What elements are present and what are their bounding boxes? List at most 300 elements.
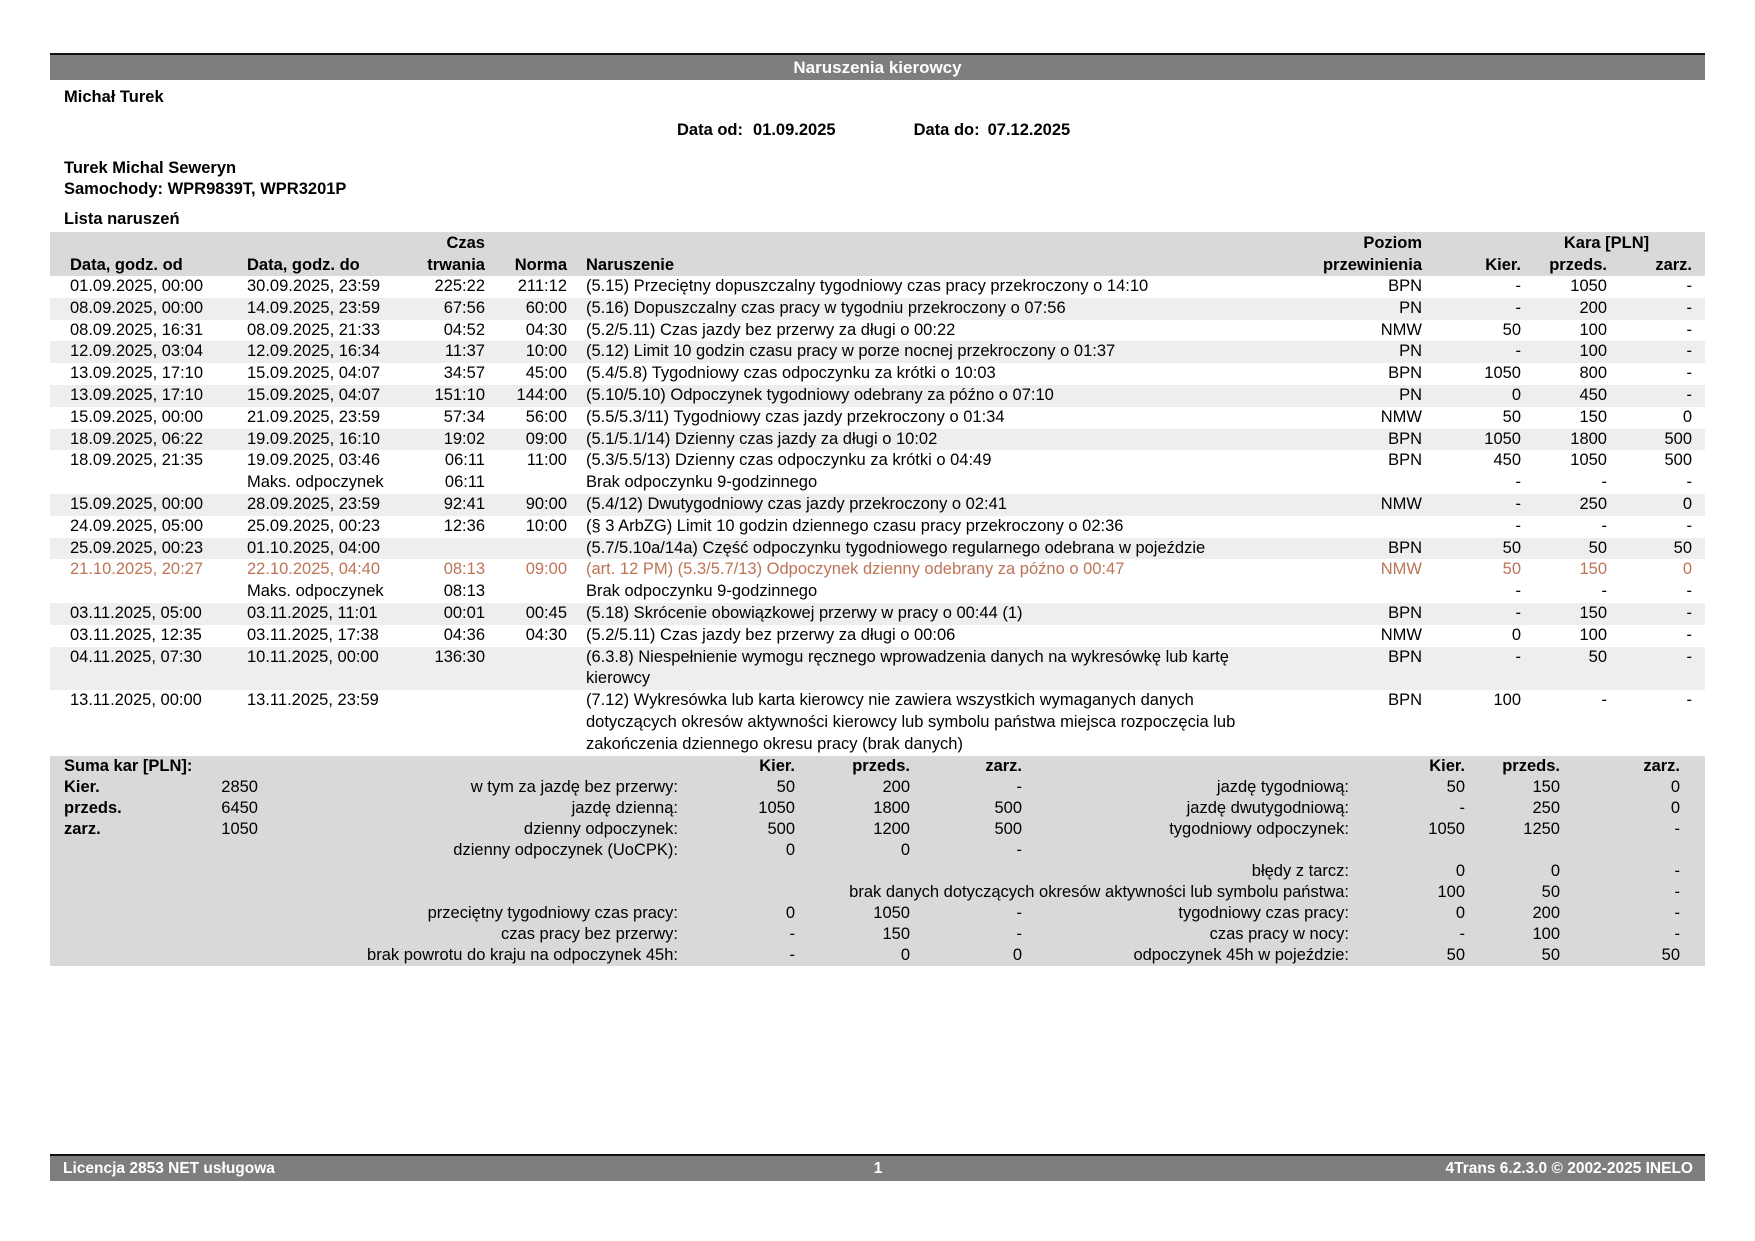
summary-right-zarz: -: [1560, 903, 1680, 924]
summary-right-kier: [1349, 840, 1465, 861]
summary-right-label: odpoczynek 45h w pojeździe:: [1022, 945, 1349, 966]
cell-level: NMW: [1380, 407, 1422, 426]
violations-list-title: Lista naruszeń: [64, 210, 180, 228]
report-footer-bar: [50, 1154, 1705, 1181]
cell-penalty-zarz: -: [1686, 582, 1693, 601]
summary-right-kier: 100: [1349, 882, 1465, 903]
cell-date-from: 08.09.2025, 00:00: [50, 298, 247, 320]
cell-level: BPN: [1266, 603, 1422, 625]
summary-right-kier: 50: [1349, 777, 1465, 798]
cell-duration: 04:52: [443, 320, 485, 339]
cell-violation: (5.7/5.10a/14a) Część odpoczynku tygodniowego regularnego odebrana w pojeździe: [567, 538, 1266, 560]
col-header-zarz: zarz.: [1607, 254, 1692, 276]
violations-table: [50, 232, 1705, 756]
footer-app-version: 4Trans 6.2.3.0 © 2002-2025 INELO: [1445, 1159, 1693, 1177]
summary-mid-kier: 50: [678, 777, 795, 798]
cell-norm: [485, 581, 567, 603]
violation-row: [50, 538, 1705, 560]
cell-violation: (5.16) Dopuszczalny czas pracy w tygodniu przekroczony o 07:56: [567, 298, 1266, 320]
col-header-przeds: przeds.: [1521, 254, 1607, 276]
cell-violation: (§ 3 ArbZG) Limit 10 godzin dziennego czasu pracy przekroczony o 02:36: [586, 516, 1124, 535]
cell-norm: 211:12: [517, 277, 567, 295]
cell-penalty-zarz: 0: [1682, 560, 1693, 579]
cell-violation: (5.4/5.8) Tygodniowy czas odpoczynku za krótki o 10:03: [586, 364, 996, 383]
summary-total-label: Kier.: [50, 777, 180, 798]
cell-violation: (5.12) Limit 10 godzin czasu pracy w porze nocnej przekroczony o 01:37: [567, 341, 1266, 363]
cell-violation: (5.15) Przeciętny dopuszczalny tygodniowy czas pracy przekroczony o 14:10: [586, 277, 1149, 295]
date-from-value: 01.09.2025: [753, 121, 836, 139]
cell-norm: [485, 538, 567, 560]
cell-duration: [395, 538, 485, 560]
summary-mid-zarz: -: [910, 924, 1022, 945]
cell-duration: 11:37: [395, 341, 485, 363]
summary-right-kier: -: [1349, 798, 1465, 819]
cell-penalty-przeds: 50: [1521, 538, 1607, 560]
report-title-bar: [50, 53, 1705, 80]
cell-date-from: 18.09.2025, 06:22: [50, 429, 247, 451]
cell-date-from: 01.09.2025, 00:00: [70, 277, 204, 295]
summary-row: [50, 882, 1705, 903]
cell-duration: 19:02: [395, 429, 485, 451]
summary-mid-label: [258, 861, 678, 882]
summary-row: [50, 798, 1705, 819]
cell-date-from: [50, 472, 247, 494]
summary-total-label: [50, 882, 180, 903]
cell-duration: 08:13: [443, 582, 485, 601]
cell-norm: 45:00: [525, 364, 567, 383]
summary-total-value: [180, 903, 258, 924]
footer-page-number: 1: [873, 1159, 883, 1177]
date-to-value: 07.12.2025: [987, 121, 1071, 139]
cell-penalty-kier: -: [1515, 582, 1521, 601]
summary-col-przeds-mid: przeds.: [795, 756, 910, 777]
violation-row: [50, 276, 1705, 298]
summary-right-przeds: 50: [1465, 945, 1560, 966]
summary-right-zarz: 0: [1560, 777, 1680, 798]
summary-mid-przeds: 1050: [795, 903, 910, 924]
summary-total-value: 2850: [180, 777, 258, 798]
cell-penalty-zarz: 0: [1607, 494, 1692, 516]
cell-penalty-kier: -: [1422, 647, 1521, 691]
violations-rows: [50, 276, 1705, 756]
cell-penalty-kier: -: [1422, 494, 1521, 516]
cell-violation: (5.2/5.11) Czas jazdy bez przerwy za długi o 00:06: [586, 625, 956, 644]
cell-penalty-zarz: -: [1686, 516, 1693, 535]
violation-row: [50, 472, 1705, 494]
summary-row: [50, 861, 1705, 882]
cell-date-to: 13.11.2025, 23:59: [247, 691, 379, 710]
col-header-poziom-top: Poziom: [1266, 232, 1422, 254]
cell-violation: (5.1/5.1/14) Dzienny czas jazdy za długi o 10:02: [567, 429, 1266, 451]
summary-total-label: [50, 840, 180, 861]
cell-date-to: 01.10.2025, 04:00: [247, 538, 395, 560]
summary-mid-label: przeciętny tygodniowy czas pracy:: [258, 903, 678, 924]
cell-penalty-przeds: -: [1601, 516, 1607, 535]
cell-penalty-przeds: 100: [1579, 320, 1607, 339]
cell-penalty-przeds: 250: [1521, 494, 1607, 516]
cell-date-from: 12.09.2025, 03:04: [50, 341, 247, 363]
summary-right-zarz: 50: [1560, 945, 1680, 966]
cell-penalty-zarz: -: [1686, 625, 1693, 644]
cell-date-from: 21.10.2025, 20:27: [70, 560, 204, 579]
violation-row: [50, 603, 1705, 625]
cell-duration: 57:34: [443, 407, 485, 426]
cell-duration: 92:41: [395, 494, 485, 516]
cell-date-to: 19.09.2025, 03:46: [247, 451, 381, 470]
cell-penalty-przeds: 100: [1521, 341, 1607, 363]
cell-norm: 10:00: [485, 341, 567, 363]
summary-right-przeds: 100: [1465, 924, 1560, 945]
summary-total-value: [180, 840, 258, 861]
summary-total-label: [50, 903, 180, 924]
cell-duration: 225:22: [434, 277, 485, 295]
summary-right-przeds: 150: [1465, 777, 1560, 798]
summary-mid-label: dzienny odpoczynek (UoCPK):: [258, 840, 678, 861]
summary-right-przeds: 200: [1465, 903, 1560, 924]
summary-mid-zarz: 0: [910, 945, 1022, 966]
cell-date-from: [50, 581, 247, 603]
cell-level: BPN: [1266, 538, 1422, 560]
cell-violation: (5.18) Skrócenie obowiązkowej przerwy w pracy o 00:44 (1): [567, 603, 1266, 625]
col-header-naruszenie: Naruszenie: [567, 254, 1266, 276]
violation-row: [50, 363, 1705, 385]
cell-penalty-zarz: 500: [1607, 429, 1692, 451]
cell-level: BPN: [1388, 691, 1422, 710]
summary-mid-label: jazdę dzienną:: [258, 798, 678, 819]
cell-date-from: 03.11.2025, 05:00: [50, 603, 247, 625]
summary-col-zarz-right: zarz.: [1560, 756, 1680, 777]
summary-total-label: [50, 861, 180, 882]
cell-date-to: 21.09.2025, 23:59: [247, 407, 381, 426]
summary-mid-label: brak powrotu do kraju na odpoczynek 45h:: [258, 945, 678, 966]
summary-right-label: czas pracy w nocy:: [1022, 924, 1349, 945]
col-header-trwania: trwania: [395, 254, 485, 276]
summary-mid-kier: 0: [678, 903, 795, 924]
cell-norm: [485, 472, 567, 494]
summary-right-zarz: [1560, 840, 1680, 861]
cell-norm: 90:00: [485, 494, 567, 516]
cell-penalty-zarz: -: [1607, 603, 1692, 625]
summary-mid-kier: 500: [678, 819, 795, 840]
cell-penalty-zarz: -: [1607, 647, 1692, 691]
cell-norm: 11:00: [526, 451, 567, 470]
summary-row: [50, 924, 1705, 945]
cell-penalty-zarz: -: [1607, 385, 1692, 407]
cell-duration: 08:13: [443, 560, 485, 579]
summary-total-value: 6450: [180, 798, 258, 819]
summary-right-label: błędy z tarcz:: [1022, 861, 1349, 882]
date-to-label: Data do:: [913, 121, 980, 139]
summary-mid-label: [258, 882, 678, 903]
cell-date-to: Maks. odpoczynek: [247, 473, 384, 492]
cell-penalty-przeds: 1800: [1521, 429, 1607, 451]
cell-penalty-przeds: -: [1601, 473, 1607, 492]
cell-norm: 00:45: [485, 603, 567, 625]
violation-row: [50, 298, 1705, 320]
summary-right-label: jazdę tygodniową:: [1022, 777, 1349, 798]
cell-penalty-kier: 1050: [1422, 429, 1521, 451]
summary-mid-przeds: 0: [795, 840, 910, 861]
summary-mid-kier: 0: [678, 840, 795, 861]
cell-duration: 06:11: [444, 473, 485, 492]
cell-level: BPN: [1266, 647, 1422, 691]
cell-date-from: 03.11.2025, 12:35: [70, 625, 202, 644]
cell-penalty-zarz: -: [1607, 298, 1692, 320]
summary-right-kier: 50: [1349, 945, 1465, 966]
cell-duration: 12:36: [443, 516, 485, 535]
vehicles-line: Samochody: WPR9839T, WPR3201P: [64, 180, 347, 198]
cell-date-from: 13.11.2025, 00:00: [70, 691, 202, 710]
cell-norm: 10:00: [525, 516, 567, 535]
summary-mid-przeds: [795, 861, 910, 882]
summary-mid-label: dzienny odpoczynek:: [258, 819, 678, 840]
summary-mid-zarz: -: [910, 903, 1022, 924]
summary-mid-zarz: 500: [910, 798, 1022, 819]
col-header-czas-top: Czas: [395, 232, 485, 254]
cell-date-to: 08.09.2025, 21:33: [247, 320, 381, 339]
cell-penalty-kier: -: [1422, 298, 1521, 320]
cell-level: [1266, 581, 1422, 603]
summary-col-zarz-mid: zarz.: [910, 756, 1022, 777]
cell-duration: 136:30: [395, 647, 485, 691]
cell-penalty-przeds: 200: [1521, 298, 1607, 320]
col-header-norma: Norma: [485, 254, 567, 276]
summary-header-row: [50, 756, 1705, 777]
cell-penalty-kier: 50: [1502, 407, 1521, 426]
summary-col-kier-right: Kier.: [1349, 756, 1465, 777]
cell-date-to: 25.09.2025, 00:23: [247, 516, 381, 535]
violation-row: [50, 385, 1705, 407]
cell-date-to: Maks. odpoczynek: [247, 582, 384, 601]
cell-norm: 09:00: [485, 429, 567, 451]
violation-row: [50, 320, 1705, 342]
violation-row: [50, 516, 1705, 538]
cell-violation: Brak odpoczynku 9-godzinnego: [586, 582, 818, 601]
cell-date-to: 14.09.2025, 23:59: [247, 298, 395, 320]
cell-penalty-kier: -: [1515, 516, 1521, 535]
cell-date-to: 22.10.2025, 04:40: [247, 560, 381, 579]
cell-penalty-przeds: -: [1601, 582, 1607, 601]
summary-mid-label: w tym za jazdę bez przerwy:: [258, 777, 678, 798]
cell-level: [1266, 472, 1422, 494]
summary-right-przeds: 0: [1465, 861, 1560, 882]
cell-duration: [395, 690, 485, 755]
summary-total-value: [180, 882, 258, 903]
violation-row: [50, 429, 1705, 451]
cell-violation: (5.10/5.10) Odpoczynek tygodniowy odebrany za późno o 07:10: [567, 385, 1266, 407]
cell-norm: [485, 647, 567, 691]
cell-penalty-przeds: 800: [1579, 364, 1607, 383]
cell-penalty-kier: -: [1422, 341, 1521, 363]
cell-penalty-kier: 0: [1511, 625, 1521, 644]
cell-date-from: 13.09.2025, 17:10: [70, 364, 204, 383]
cell-penalty-kier: 450: [1493, 451, 1521, 470]
summary-mid-przeds: 1800: [795, 798, 910, 819]
summary-right-zarz: -: [1560, 861, 1680, 882]
cell-norm: [485, 690, 567, 755]
cell-date-to: 15.09.2025, 04:07: [247, 385, 395, 407]
cell-norm: 60:00: [485, 298, 567, 320]
cell-penalty-kier: 100: [1493, 691, 1521, 710]
summary-right-kier: 1050: [1349, 819, 1465, 840]
violation-row: [50, 559, 1705, 581]
cell-date-to: 12.09.2025, 16:34: [247, 341, 395, 363]
cell-date-to: 10.11.2025, 00:00: [247, 647, 395, 691]
cell-violation: (5.4/12) Dwutygodniowy czas jazdy przekroczony o 02:41: [567, 494, 1266, 516]
cell-violation: (7.12) Wykresówka lub karta kierowcy nie zawiera wszystkich wymaganych danych dotyczących okresów aktywności kierowcy lub symbolu państwa miejsca rozpoczęcia lub zakończenia dziennego okresu pracy (brak danych): [586, 691, 1236, 753]
col-header-przewinienia: przewinienia: [1266, 254, 1422, 276]
summary-right-zarz: -: [1560, 882, 1680, 903]
col-header-kier: Kier.: [1422, 254, 1521, 276]
summary-total-label: [50, 924, 180, 945]
cell-level: NMW: [1380, 560, 1422, 579]
cell-penalty-przeds: 150: [1521, 603, 1607, 625]
cell-penalty-zarz: 0: [1682, 407, 1693, 426]
cell-date-to: 30.09.2025, 23:59: [247, 277, 381, 295]
cell-level: BPN: [1388, 451, 1422, 470]
cell-violation: (5.3/5.5/13) Dzienny czas odpoczynku za krótki o 04:49: [586, 451, 992, 470]
summary-row: [50, 903, 1705, 924]
cell-date-to: 15.09.2025, 04:07: [247, 364, 381, 383]
cell-date-from: 25.09.2025, 00:23: [50, 538, 247, 560]
cell-penalty-zarz: -: [1686, 364, 1693, 383]
cell-penalty-zarz: -: [1686, 320, 1693, 339]
summary-col-przeds-right: przeds.: [1465, 756, 1560, 777]
summary-mid-kier: [678, 882, 795, 903]
cell-date-to: 03.11.2025, 17:38: [247, 625, 379, 644]
cell-penalty-zarz: -: [1686, 691, 1693, 710]
cell-level: NMW: [1266, 494, 1422, 516]
summary-mid-przeds: 1200: [795, 819, 910, 840]
cell-penalty-przeds: 450: [1521, 385, 1607, 407]
cell-duration: 04:36: [443, 625, 485, 644]
cell-penalty-kier: 50: [1502, 320, 1521, 339]
violation-row: [50, 690, 1705, 755]
summary-mid-kier: [678, 861, 795, 882]
cell-date-from: 13.09.2025, 17:10: [50, 385, 247, 407]
summary-right-label: brak danych dotyczących okresów aktywności lub symbolu państwa:: [849, 882, 1349, 901]
footer-license: Licencja 2853 NET usługowa: [63, 1159, 275, 1177]
cell-level: BPN: [1388, 364, 1422, 383]
summary-right-label: [1022, 840, 1349, 861]
summary-mid-przeds: 0: [795, 945, 910, 966]
violation-row: [50, 407, 1705, 429]
cell-penalty-przeds: 1050: [1570, 451, 1607, 470]
cell-norm: 04:30: [525, 625, 567, 644]
date-range-line: [677, 121, 1070, 140]
cell-date-from: 15.09.2025, 00:00: [70, 407, 204, 426]
cell-level: PN: [1266, 341, 1422, 363]
cell-penalty-przeds: 150: [1579, 560, 1607, 579]
cell-level: NMW: [1380, 625, 1422, 644]
summary-mid-zarz: -: [910, 840, 1022, 861]
summary-right-label: jazdę dwutygodniową:: [1022, 798, 1349, 819]
cell-penalty-przeds: 1050: [1570, 277, 1607, 295]
cell-norm: 144:00: [485, 385, 567, 407]
penalty-summary-table: [50, 756, 1705, 966]
summary-mid-przeds: 200: [795, 777, 910, 798]
violation-row: [50, 450, 1705, 472]
report-title: Naruszenia kierowcy: [793, 57, 962, 77]
cell-level: NMW: [1380, 320, 1422, 339]
cell-violation: Brak odpoczynku 9-godzinnego: [586, 473, 818, 492]
cell-date-to: 28.09.2025, 23:59: [247, 494, 395, 516]
summary-total-label: przeds.: [50, 798, 180, 819]
summary-right-kier: 0: [1349, 861, 1465, 882]
cell-duration: 00:01: [395, 603, 485, 625]
summary-right-label: tygodniowy czas pracy:: [1022, 903, 1349, 924]
violations-table-header: [50, 232, 1705, 276]
summary-mid-zarz: 500: [910, 819, 1022, 840]
driver-full-name: Turek Michal Seweryn: [64, 159, 237, 177]
cell-penalty-kier: 50: [1502, 560, 1521, 579]
cell-penalty-kier: -: [1515, 277, 1521, 295]
summary-right-label: tygodniowy odpoczynek:: [1022, 819, 1349, 840]
cell-norm: 04:30: [525, 320, 567, 339]
summary-row: [50, 945, 1705, 966]
violation-row: [50, 647, 1705, 691]
summary-right-przeds: [1465, 840, 1560, 861]
cell-penalty-kier: -: [1515, 473, 1521, 492]
summary-total-label: [50, 945, 180, 966]
cell-level: [1266, 516, 1422, 538]
cell-penalty-przeds: 100: [1579, 625, 1607, 644]
date-from-label: Data od:: [677, 121, 743, 139]
cell-penalty-zarz: 50: [1607, 538, 1692, 560]
summary-mid-kier: -: [678, 945, 795, 966]
cell-level: BPN: [1388, 277, 1422, 295]
cell-level: PN: [1266, 385, 1422, 407]
cell-date-from: 15.09.2025, 00:00: [50, 494, 247, 516]
header-row-top: [50, 232, 1705, 254]
summary-total-value: [180, 861, 258, 882]
summary-row: [50, 819, 1705, 840]
summary-mid-zarz: [910, 861, 1022, 882]
cell-penalty-kier: -: [1422, 603, 1521, 625]
summary-row: [50, 840, 1705, 861]
header-row-bottom: [50, 254, 1705, 276]
cell-penalty-kier: 50: [1422, 538, 1521, 560]
summary-right-kier: -: [1349, 924, 1465, 945]
cell-date-from: 08.09.2025, 16:31: [70, 320, 204, 339]
cell-penalty-kier: 0: [1422, 385, 1521, 407]
summary-mid-zarz: -: [910, 777, 1022, 798]
cell-duration: 151:10: [395, 385, 485, 407]
summary-row: [50, 777, 1705, 798]
col-header-kara: Kara [PLN]: [1521, 232, 1692, 254]
report-body: [50, 232, 1705, 966]
cell-penalty-przeds: 50: [1521, 647, 1607, 691]
summary-mid-kier: -: [678, 924, 795, 945]
cell-violation: (5.5/5.3/11) Tygodniowy czas jazdy przekroczony o 01:34: [586, 407, 1005, 426]
cell-violation: (5.2/5.11) Czas jazdy bez przerwy za długi o 00:22: [586, 320, 956, 339]
summary-col-kier-mid: Kier.: [678, 756, 795, 777]
cell-violation: (art. 12 PM) (5.3/5.7/13) Odpoczynek dzienny odebrany za późno o 00:47: [586, 560, 1125, 579]
cell-date-from: 18.09.2025, 21:35: [70, 451, 204, 470]
cell-date-to: 03.11.2025, 11:01: [247, 603, 395, 625]
cell-date-to: 19.09.2025, 16:10: [247, 429, 395, 451]
cell-penalty-przeds: 150: [1579, 407, 1607, 426]
summary-total-value: [180, 945, 258, 966]
col-header-date-to: Data, godz. do: [247, 254, 395, 276]
summary-right-przeds: 50: [1465, 882, 1560, 903]
summary-right-kier: 0: [1349, 903, 1465, 924]
cell-penalty-zarz: -: [1686, 473, 1693, 492]
cell-date-from: 04.11.2025, 07:30: [50, 647, 247, 691]
cell-penalty-przeds: -: [1601, 691, 1607, 710]
summary-right-zarz: -: [1560, 924, 1680, 945]
summary-right-przeds: 1250: [1465, 819, 1560, 840]
